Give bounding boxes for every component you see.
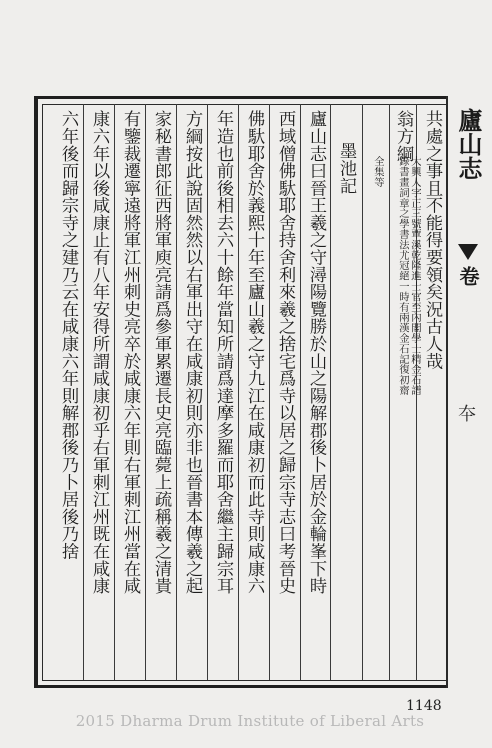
column-separator — [114, 104, 115, 680]
author-name: 翁方綱 — [393, 110, 413, 162]
marginal-title: 廬山志 — [454, 108, 483, 180]
right-border-line — [446, 96, 448, 688]
text-column-7: 家秘書郎征西將軍庾亮請爲參軍累遷長史亮臨薨上疏稱羲之清貴 — [151, 110, 171, 595]
column-separator — [300, 104, 301, 680]
text-column-9: 康六年以後咸康止有八年安得所謂咸康初乎右軍刺江州既在咸康 — [89, 110, 109, 595]
column-separator — [176, 104, 177, 680]
column-separator — [269, 104, 270, 680]
left-inner-line — [42, 104, 43, 680]
text-column-3: 西域僧佛馱耶舍持舍利來羲之捨宅爲寺以居之歸宗寺志曰考晉史 — [275, 110, 295, 595]
text-column-2: 廬山志曰晉王羲之守潯陽覽勝於山之陽解郡後卜居於金輪峯下時 — [306, 110, 326, 595]
watermark: 2015 Dharma Drum Institute of Liberal Arts — [75, 712, 425, 730]
column-separator — [330, 104, 331, 680]
text-column-1: 共處之事且不能得要領矣況古人哉 — [422, 110, 442, 370]
column-separator — [362, 104, 363, 680]
author-note-cont: 全集等 — [372, 156, 384, 188]
marginal-mark: 夲 — [458, 404, 476, 425]
text-column-5: 年造也前後相去六十餘年當知所請爲達摩多羅而耶舍繼主歸宗耳 — [213, 110, 233, 595]
author-note-left: 錄書畫詞章之學書法尤冠絕一時有兩漢金石記復初齋 — [397, 156, 409, 396]
column-separator — [238, 104, 239, 680]
column-separator — [145, 104, 146, 680]
column-separator — [389, 104, 390, 680]
text-column-4: 佛馱耶舍於義熙十年至廬山羲之守九江在咸康初而此寺則咸康六 — [244, 110, 264, 595]
marginal-volume: 卷 — [456, 266, 480, 286]
page-number: 1148 — [406, 698, 442, 714]
poem-title: 墨池記 — [336, 142, 356, 194]
column-separator — [207, 104, 208, 680]
bottom-border-line — [42, 680, 446, 681]
column-separator — [83, 104, 84, 680]
text-column-6: 方綱按此說固然然以右軍出守在咸康初則亦非也晉書本傳羲之起 — [182, 110, 202, 595]
text-column-8: 有鑒裁遷寧遠將軍江州刺史亮卒於咸康六年則右軍刺江州當在咸 — [120, 110, 140, 595]
author-note-right: 大興人字正三號覃溪乾隆進士官至內閣學士精金石譜 — [409, 156, 421, 396]
text-column-10: 六年後而歸宗寺之建乃云在咸康六年則解郡後乃卜居後乃捨 — [58, 110, 78, 560]
top-border-line — [42, 104, 446, 105]
fishtail-mark — [458, 244, 478, 260]
